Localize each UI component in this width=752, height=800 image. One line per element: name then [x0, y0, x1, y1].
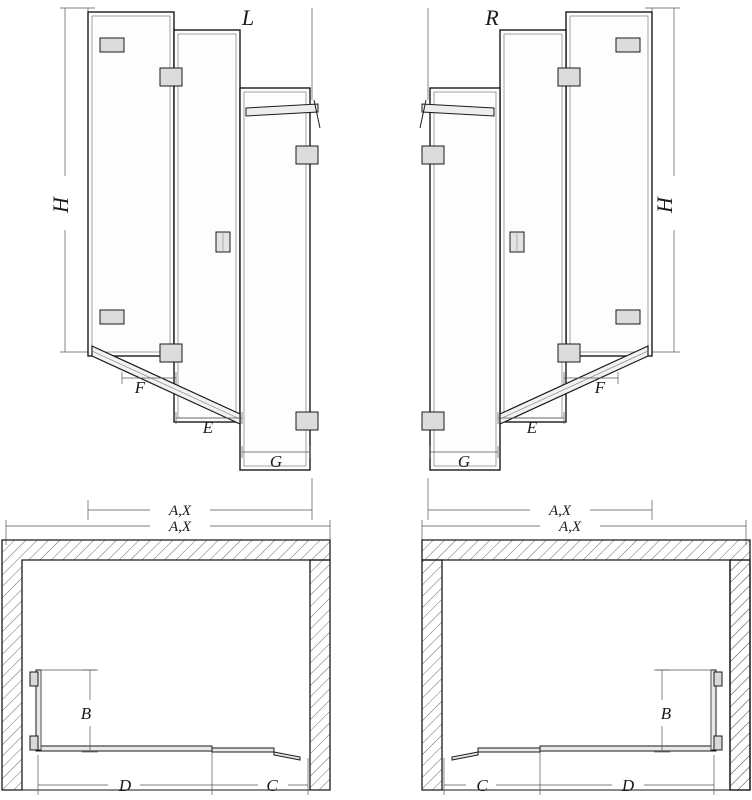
- panel-label-g-right: G: [457, 452, 471, 471]
- plan-label-d-left: D: [118, 776, 132, 795]
- height-label-left: H: [48, 197, 73, 213]
- elevation-right: [420, 5, 680, 520]
- elevation-left: [48, 5, 320, 520]
- plan-label-d-right: D: [621, 776, 635, 795]
- plan-right: [422, 519, 750, 795]
- variant-label-right: R: [485, 5, 499, 30]
- width-label-left: A,X: [168, 503, 192, 519]
- walls-left: [2, 540, 330, 790]
- panel-label-f-left: F: [134, 378, 146, 397]
- door-knob-left: [216, 232, 230, 252]
- walls-right: [422, 540, 750, 790]
- panel-label-f-right: F: [594, 378, 606, 397]
- plan-glass-right: [452, 746, 716, 760]
- door-knob-right: [510, 232, 524, 252]
- plan-label-c-right: C: [476, 776, 488, 795]
- height-label-right: H: [652, 197, 677, 213]
- plan-left: [2, 519, 330, 795]
- plan-hinged-wing-right: [711, 670, 722, 750]
- plan-label-c-left: C: [266, 776, 278, 795]
- plan-hinged-wing-left: [30, 670, 41, 750]
- plan-width-label-left: A,X: [168, 519, 192, 535]
- width-label-right: A,X: [548, 503, 572, 519]
- plan-glass-left: [36, 746, 300, 760]
- variant-label-left: L: [241, 5, 255, 30]
- plan-label-b-left: B: [80, 704, 92, 723]
- plan-label-b-right: B: [660, 704, 672, 723]
- panel-label-g-left: G: [269, 452, 283, 471]
- panel-label-e-left: E: [202, 418, 214, 437]
- plan-width-label-right: A,X: [558, 519, 582, 535]
- panel-label-e-right: E: [526, 418, 538, 437]
